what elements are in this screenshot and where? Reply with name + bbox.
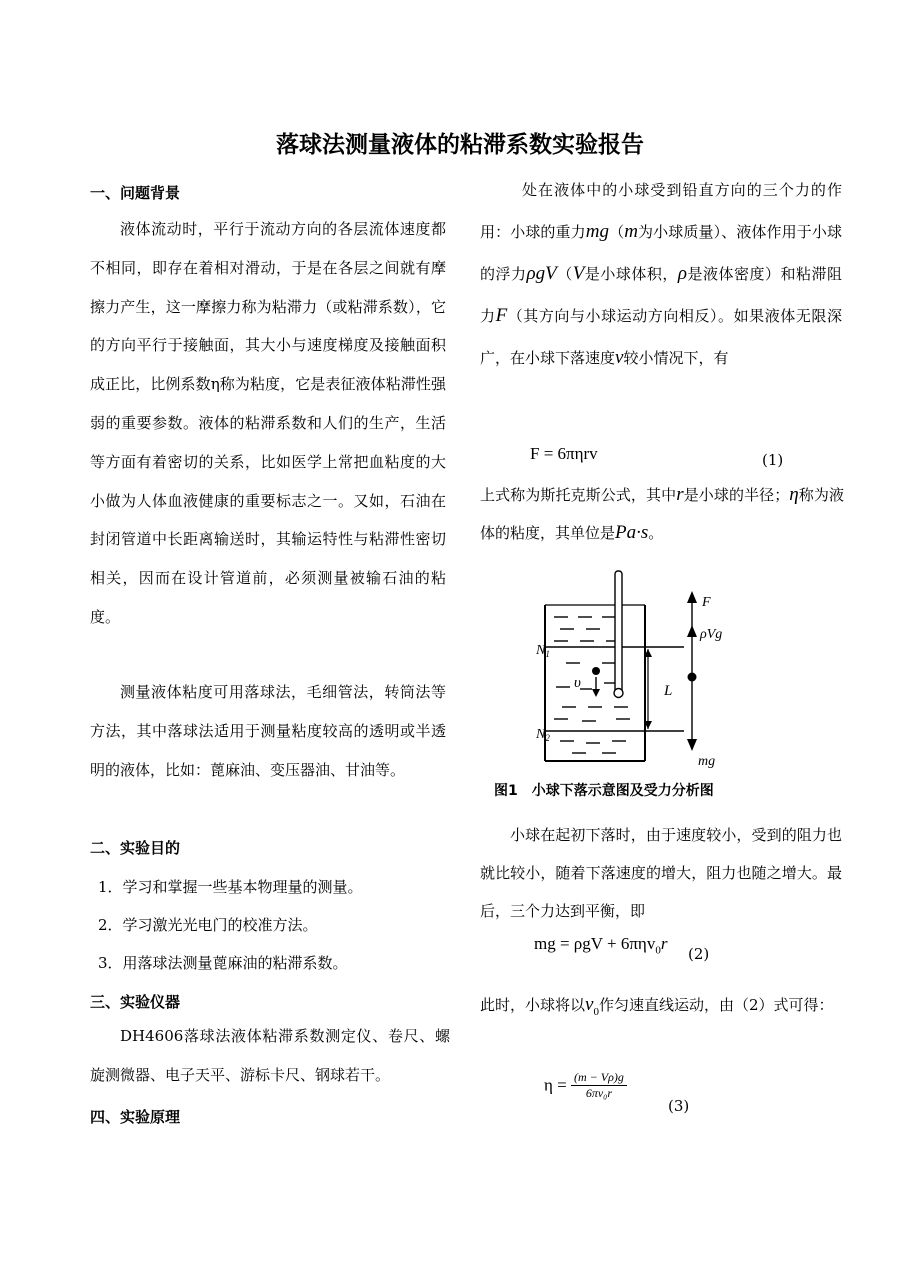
label-l: L [664,683,673,699]
math-v-speed: v [615,347,624,368]
math-rho: ρ [677,263,687,284]
velocity-arrow-head [592,689,600,697]
math-mg: mg [585,221,609,242]
force-arrow-up-2 [687,625,697,637]
math-v-volume: V [572,263,585,284]
uniform-motion-paragraph [480,986,842,1031]
equation-3-number: (3) [668,1097,690,1115]
thermometer [614,571,623,698]
math-eta: η [789,484,799,505]
figure-caption: 图1 小球下落示意图及受力分析图 [494,783,714,799]
forces-text-h: 较小情况下，有 [623,349,729,367]
force-arrow-down [687,739,697,751]
figure-falling-ball-diagram [536,565,776,775]
background-paragraph-1: 液体流动时，平行于流动方向的各层流体速度都不相同，即存在着相对滑动，于是在各层之间就有摩擦力产生，这一摩擦力称为粘滞力（或粘滞系数），它的方向平行于接触面，其大小与速度梯度及接触面积成正比，比例系数η称为粘度，它是表征液体粘滞性强弱的重要参数。液体的粘滞系数和人们的生产，生活等方面有着密切的关系，比如医学上常把血粘度的大小做为人体血液健康的重要标志之一。又如，石油在封闭管道中长距离输送时，其输运特性与粘滞性密切相关，因而在设计管道前，必须测量被输石油的粘度。 [90,220,446,626]
math-r: r [676,484,684,505]
equation-2-number: (2) [688,945,710,963]
label-n1 [536,643,550,659]
math-pa-s: Pa·s [615,522,649,543]
force-arrow-up-1 [687,591,697,603]
math-f: F [495,305,508,326]
equation-3-numerator: (m − Vρ)g [571,1070,627,1086]
uniform-text-b: 作匀速直线运动，由（2）式可得： [598,996,834,1014]
background-paragraph-2: 测量液体粘度可用落球法，毛细管法，转筒法等方法，其中落球法适用于测量粘度较高的透明或半透明的液体，比如：蓖麻油、变压器油、甘油等。 [90,683,446,779]
stokes-paragraph [480,476,844,552]
equation-2 [534,934,667,956]
equation-2-main: mg = ρgV + 6πηv [534,934,656,953]
forces-text-g: （其方向与小球运动方向相反）。如果液体无限深广，在小球下落速度 [480,307,842,367]
label-n1-main: N [536,643,546,658]
math-v0-main: v [585,994,594,1015]
section-heading-background: 一、问题背景 [90,184,181,202]
equation-1-number: (1) [762,451,784,469]
forces-text-c: 为小球质量）、液体作用于小球的浮力 [480,223,842,283]
label-mg: mg [698,754,716,769]
math-m: m [624,221,638,242]
label-n2-main: N [536,727,546,742]
section-heading-purpose: 二、实验目的 [90,839,181,857]
forces-text-f: 是液体密度）和粘滞阻力 [480,265,842,325]
label-v: υ [574,675,581,691]
section-heading-instruments: 三、实验仪器 [90,993,181,1011]
stokes-text-c: 称为液体的粘度，其单位是 [480,486,844,542]
equation-3-denominator: 6πv₀r [585,1086,612,1100]
label-n1-sub: 1 [545,649,550,659]
page-title: 落球法测量液体的粘滞系数实验报告 [276,132,644,158]
balance-paragraph: 小球在起初下落时，由于速度较小，受到的阻力也就比较小，随着下落速度的增大，阻力也随之增大。最后，三个力达到平衡，即 [480,826,842,920]
forces-paragraph [480,170,842,379]
equation-1: F = 6πηrv [530,444,598,463]
forces-text-d: （ [556,265,573,283]
force-origin-dot [688,673,697,682]
equation-2-r: r [660,934,668,953]
math-rho-g-v: ρgV [526,263,557,284]
stokes-text-a: 上式称为斯托克斯公式，其中 [480,486,677,504]
purpose-item-2: 2．学习激光光电门的校准方法。 [98,916,318,934]
section-heading-principle: 四、实验原理 [90,1108,181,1126]
equation-3 [544,1070,627,1101]
forces-text-b: （ [609,223,625,241]
equation-3-lhs: η = [544,1075,567,1095]
purpose-item-1: 1．学习和掌握一些基本物理量的测量。 [98,878,363,896]
label-n2 [536,727,550,743]
label-f: F [702,595,711,610]
equation-3-fraction [571,1070,627,1101]
falling-ball [592,667,600,675]
label-rho-vg: ρVg [700,627,723,642]
forces-text-e: 是小球体积， [584,265,678,283]
stokes-text-d: 。 [648,524,664,542]
forces-text-a: 处在液体中的小球受到铅直方向的三个力的作用：小球的重力 [480,181,842,241]
label-n2-sub: 2 [545,733,550,743]
instruments-paragraph: DH4606落球法液体粘滞系数测定仪、卷尺、螺旋测微器、电子天平、游标卡尺、钢球若干。 [90,1027,450,1084]
stokes-text-b: 是小球的半径； [683,486,790,504]
uniform-text-a: 此时，小球将以 [480,996,586,1014]
purpose-item-3: 3．用落球法测量蓖麻油的粘滞系数。 [98,954,348,972]
equation-2-sub: 0 [655,944,661,957]
math-v0 [585,994,599,1018]
math-v0-sub: 0 [593,1005,599,1018]
